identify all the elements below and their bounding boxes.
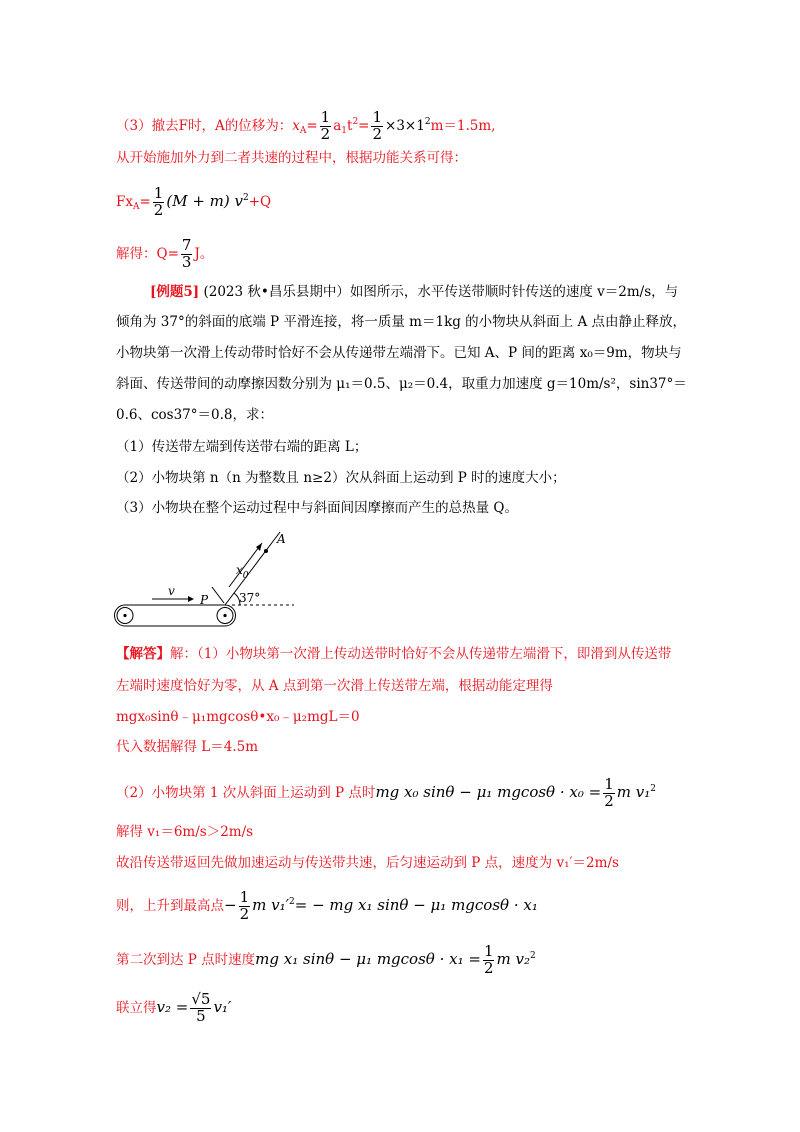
part3-prefix: （3）撤去F时，A的位移为： [116,117,293,134]
up-prefix: 则，上升到最高点 [116,897,224,914]
part2-prefix: （2）小物块第 1 次从斜面上运动到 P 点时 [116,784,376,801]
fx-sub: A [132,201,140,212]
energy-equation [116,186,271,219]
solve-q-prefix: 解得：Q= [116,245,179,262]
displacement-result: m＝1.5m, [430,117,496,134]
t-symbol: t [347,117,353,134]
answer-eq-1: mgx₀sinθ﹣μ₁mgcosθ•x₀﹣μ₂mgL＝0 [116,709,360,725]
second-prefix: 第二次到达 P 点时速度 [116,951,256,968]
label-x0-sub: 0 [242,571,249,581]
multiply-term: ×3×1 [385,117,425,134]
eq-sign-3: = [139,193,151,210]
a-sub: 1 [341,125,347,136]
combine-fraction [190,992,211,1025]
combine-rhs: v₁′ [213,997,232,1016]
fraction-half-1 [320,110,332,143]
example-text-1: (2023 秋•昌乐县期中）如图所示，水平传送带顺时针传送的速度 v＝2m/s，与 [203,284,679,300]
part2-sup: 2 [650,783,656,794]
answer-part2-line [116,777,656,810]
answer-text-1: 解：（1）小物块第一次滑上传动送带时恰好不会从传递带左端滑下，即滑到从传送带 [170,646,672,662]
t-sup: 2 [352,116,359,127]
left-roller-axle [123,614,126,617]
example-line-2: 倾角为 37°的斜面的底端 P 平滑连接，将一质量 m＝1kg 的小物块从斜面上 A 点由静止释放， [116,314,687,330]
part2-fraction [603,777,615,810]
right-roller-axle [223,614,226,617]
answer-up-line [116,890,538,923]
up-fraction [239,890,251,923]
example-line-3: 小物块第一次滑上传动带时恰好不会从传递带左端滑下。已知 A、P 间的距离 x₀＝9m，物块与 [116,345,682,361]
frac-num-3: 1 [153,184,164,202]
fraction-half-2 [371,110,383,143]
question-2: （2）小物块第 n（n 为整数且 n≥2）次从斜面上运动到 P 时的速度大小； [116,470,566,486]
xa-sub: A [299,125,307,136]
frac-num-2: 1 [372,108,383,126]
up-sup: 2 [289,896,295,907]
incline-hatch [212,587,224,603]
solve-q-line [116,238,213,271]
second-num: 1 [483,942,494,960]
answer-return-line: 故沿传送带返回先做加速运动与传送带共速，后匀速运动到 P 点，速度为 v₁′＝2m/s [116,855,619,871]
example-line-5: 0.6、cos37°＝0.8，求： [116,407,273,423]
up-rhs: m v₁′ [252,895,290,914]
part3-displacement-line [116,110,495,143]
eq-sign: = [306,117,318,134]
part2-rhs: m v₁ [616,782,651,801]
label-p: P [200,593,209,607]
part2-num: 1 [604,775,614,793]
fx-symbol: Fx [116,193,133,210]
answer-result-2: 解得 v₁＝6m/s＞2m/s [116,824,254,840]
a-symbol: a [333,117,342,134]
answer-result-1: 代入数据解得 L＝4.5m [116,739,259,755]
combine-den: 5 [196,1006,206,1025]
fraction-7-3 [181,238,193,271]
example-line-4: 斜面、传送带间的动摩擦因数分别为 μ₁＝0.5、μ₂＝0.4，取重力加速度 g＝10m/s²，sin37°＝ [116,376,687,392]
v-sup: 2 [242,192,249,203]
plus-q: +Q [248,193,272,210]
second-equation: mg x₁ sinθ − μ₁ mgcosθ · x₁ = [255,949,481,968]
mass-velocity-term: (M + m) v [166,191,243,210]
square-sup: 2 [424,116,431,127]
answer-line-1 [116,648,671,662]
up-tail: = − mg x₁ sinθ − μ₁ mgcosθ · x₁ [294,895,538,914]
part2-den: 2 [604,791,614,810]
label-x0-main: x [236,563,243,577]
up-num: 1 [239,888,250,906]
second-rhs: m v₂ [496,949,530,968]
answer-tag: 【解答】 [116,646,170,662]
second-fraction [483,944,495,977]
frac-den-3: 2 [153,200,164,219]
frac-den-4: 3 [181,252,192,271]
label-a: A [277,532,286,546]
example-line-1 [150,286,678,300]
frac-den-2: 2 [372,124,383,143]
solve-q-suffix: J。 [194,245,214,262]
fraction-half-3 [153,186,165,219]
xa-symbol: x [292,117,300,134]
eq-sign-2: = [358,117,370,134]
frac-den: 2 [320,124,331,143]
answer-second-line [116,944,536,977]
example-tag: [例题5] [150,284,200,300]
velocity-arrowhead [188,596,194,602]
label-x0 [236,563,249,581]
combine-prefix: 联立得 [116,999,157,1016]
label-angle: 37° [239,591,261,605]
point-a [264,549,268,553]
answer-line-2: 左端时速度恰好为零，从 A 点到第一次滑上传送带左端，根据动能定理得 [116,678,553,694]
conveyor-incline-diagram [112,527,312,629]
frac-num: 1 [320,108,331,126]
part2-equation: mg x₀ sinθ − μ₁ mgcosθ · x₀ = [375,782,602,801]
up-den: 2 [239,904,250,923]
combine-num: √5 [191,990,211,1008]
question-1: （1）传送带左端到传送带右端的距离 L； [116,439,368,455]
second-sup: 2 [529,950,536,961]
up-minus: − [224,895,237,914]
question-3: （3）小物块在整个运动过程中与斜面间因摩擦而产生的总热量 Q。 [116,500,518,516]
frac-num-4: 7 [181,236,192,254]
second-den: 2 [483,958,494,977]
energy-intro: 从开始施加外力到二者共速的过程中，根据功能关系可得： [116,150,467,166]
answer-combine-line [116,992,231,1025]
combine-lhs: v₂ = [156,997,189,1016]
label-v: v [168,584,175,598]
